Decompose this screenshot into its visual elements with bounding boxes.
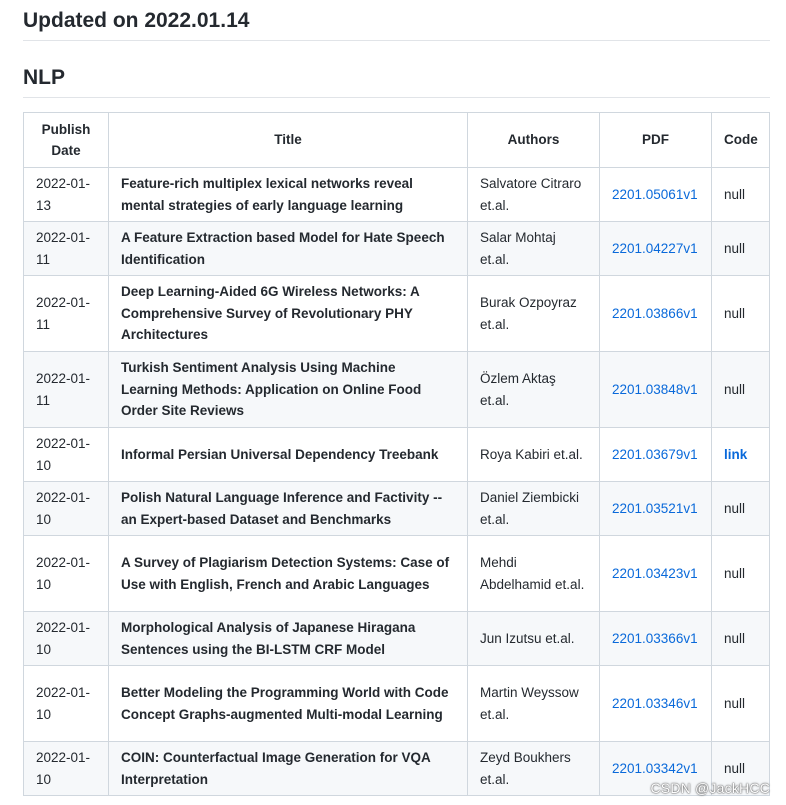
- publish-date-cell: 2022-01-10: [24, 482, 109, 536]
- code-cell: [712, 482, 770, 536]
- pdf-link[interactable]: 2201.04227v1: [612, 240, 698, 256]
- publish-date-cell: 2022-01-11: [24, 352, 109, 428]
- header-authors: Authors: [468, 113, 600, 168]
- pdf-cell: [600, 428, 712, 482]
- header-publish-date: Publish Date: [24, 113, 109, 168]
- table-row: [24, 168, 770, 222]
- pdf-link[interactable]: 2201.03342v1: [612, 760, 698, 776]
- updated-heading: Updated on 2022.01.14: [23, 0, 770, 41]
- code-null-text: null: [724, 695, 746, 711]
- pdf-link[interactable]: 2201.05061v1: [612, 186, 698, 202]
- pdf-cell: [600, 536, 712, 612]
- code-null-text: null: [724, 381, 746, 397]
- pdf-link[interactable]: 2201.03866v1: [612, 305, 698, 321]
- code-null-text: null: [724, 305, 746, 321]
- pdf-link[interactable]: 2201.03346v1: [612, 695, 698, 711]
- code-cell: [712, 168, 770, 222]
- code-null-text: null: [724, 565, 746, 581]
- code-cell: [712, 666, 770, 742]
- authors-cell: Zeyd Boukhers et.al.: [468, 742, 600, 796]
- table-row: [24, 482, 770, 536]
- pdf-cell: [600, 276, 712, 352]
- title-cell: Informal Persian Universal Dependency Treebank: [109, 428, 468, 482]
- publish-date-cell: 2022-01-10: [24, 612, 109, 666]
- title-cell: Turkish Sentiment Analysis Using Machine Learning Methods: Application on Online Food Order Site Reviews: [109, 352, 468, 428]
- pdf-cell: [600, 222, 712, 276]
- authors-cell: Jun Izutsu et.al.: [468, 612, 600, 666]
- pdf-cell: [600, 168, 712, 222]
- code-link[interactable]: link: [724, 446, 748, 462]
- table-header-row: [24, 113, 770, 168]
- watermark: CSDN @JackHCC: [650, 780, 770, 796]
- publish-date-cell: 2022-01-10: [24, 666, 109, 742]
- section-title: NLP: [23, 41, 770, 98]
- publish-date-cell: 2022-01-11: [24, 276, 109, 352]
- table-row: [24, 536, 770, 612]
- header-title: Title: [109, 113, 468, 168]
- code-cell: [712, 222, 770, 276]
- table-row: [24, 352, 770, 428]
- pdf-cell: [600, 612, 712, 666]
- title-cell: COIN: Counterfactual Image Generation for VQA Interpretation: [109, 742, 468, 796]
- pdf-link[interactable]: 2201.03848v1: [612, 381, 698, 397]
- title-cell: A Feature Extraction based Model for Hate Speech Identification: [109, 222, 468, 276]
- pdf-cell: [600, 352, 712, 428]
- authors-cell: Roya Kabiri et.al.: [468, 428, 600, 482]
- title-cell: Polish Natural Language Inference and Factivity -- an Expert-based Dataset and Benchmarks: [109, 482, 468, 536]
- code-null-text: null: [724, 500, 746, 516]
- authors-cell: Özlem Aktaş et.al.: [468, 352, 600, 428]
- publish-date-cell: 2022-01-10: [24, 536, 109, 612]
- table-row: [24, 428, 770, 482]
- table-row: [24, 222, 770, 276]
- table-row: [24, 666, 770, 742]
- code-cell: [712, 536, 770, 612]
- code-cell: [712, 428, 770, 482]
- code-null-text: null: [724, 760, 746, 776]
- title-cell: Morphological Analysis of Japanese Hiragana Sentences using the BI-LSTM CRF Model: [109, 612, 468, 666]
- header-code: Code: [712, 113, 770, 168]
- code-cell: [712, 612, 770, 666]
- code-cell: [712, 276, 770, 352]
- publish-date-cell: 2022-01-11: [24, 222, 109, 276]
- publish-date-cell: 2022-01-10: [24, 742, 109, 796]
- code-cell: [712, 352, 770, 428]
- authors-cell: Burak Ozpoyraz et.al.: [468, 276, 600, 352]
- publish-date-cell: 2022-01-13: [24, 168, 109, 222]
- pdf-cell: [600, 666, 712, 742]
- code-null-text: null: [724, 240, 746, 256]
- title-cell: Deep Learning-Aided 6G Wireless Networks: A Comprehensive Survey of Revolutionary PHY Architectures: [109, 276, 468, 352]
- title-cell: A Survey of Plagiarism Detection Systems: Case of Use with English, French and Arabic Languages: [109, 536, 468, 612]
- table-row: [24, 276, 770, 352]
- authors-cell: Salar Mohtaj et.al.: [468, 222, 600, 276]
- pdf-link[interactable]: 2201.03423v1: [612, 565, 698, 581]
- authors-cell: Martin Weyssow et.al.: [468, 666, 600, 742]
- pdf-link[interactable]: 2201.03366v1: [612, 630, 698, 646]
- pdf-link[interactable]: 2201.03679v1: [612, 446, 698, 462]
- pdf-cell: [600, 482, 712, 536]
- table-row: [24, 612, 770, 666]
- title-cell: Feature-rich multiplex lexical networks reveal mental strategies of early language learning: [109, 168, 468, 222]
- authors-cell: Daniel Ziembicki et.al.: [468, 482, 600, 536]
- publish-date-cell: 2022-01-10: [24, 428, 109, 482]
- title-cell: Better Modeling the Programming World with Code Concept Graphs-augmented Multi-modal Learning: [109, 666, 468, 742]
- authors-cell: Mehdi Abdelhamid et.al.: [468, 536, 600, 612]
- authors-cell: Salvatore Citraro et.al.: [468, 168, 600, 222]
- papers-table: [23, 112, 770, 796]
- code-null-text: null: [724, 186, 746, 202]
- code-null-text: null: [724, 630, 746, 646]
- header-pdf: PDF: [600, 113, 712, 168]
- pdf-link[interactable]: 2201.03521v1: [612, 500, 698, 516]
